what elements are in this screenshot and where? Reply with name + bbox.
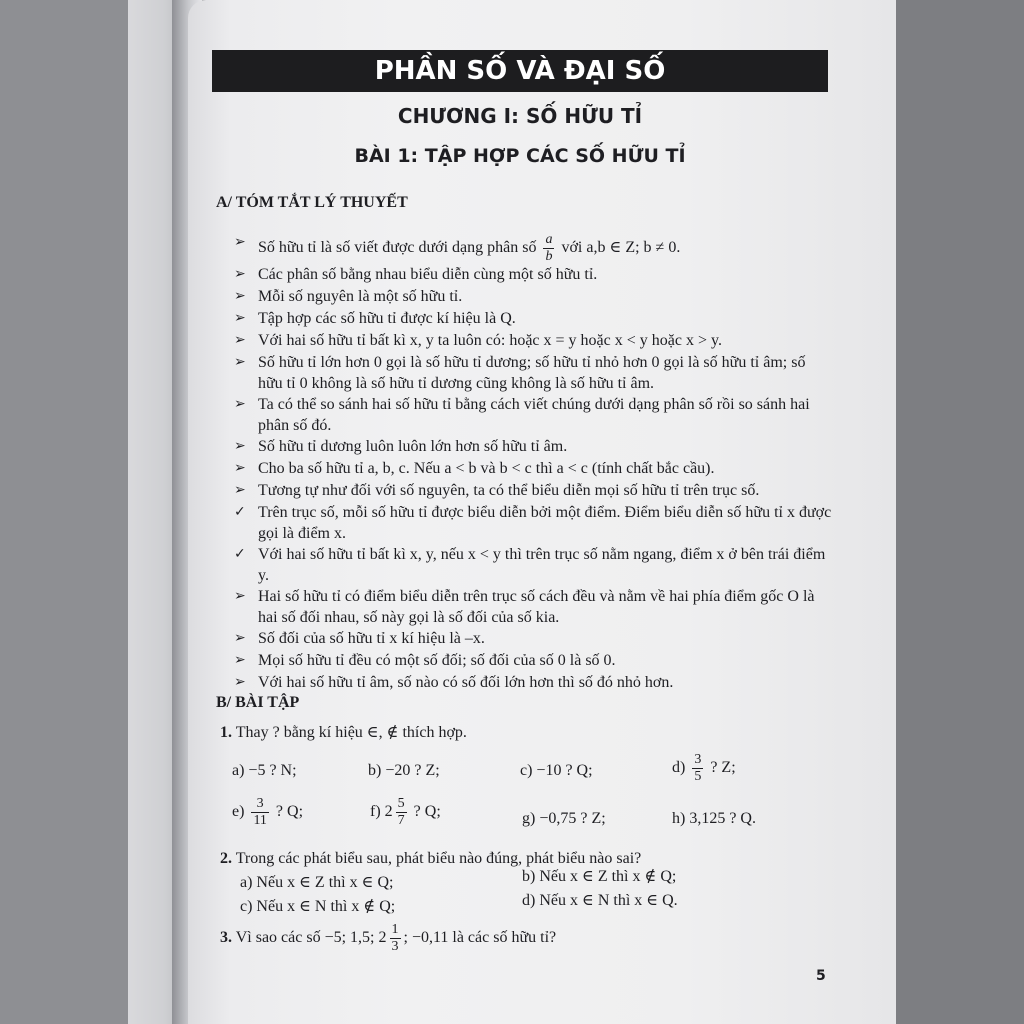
q2-option-d: d) Nếu x ∈ N thì x ∈ Q. [522,892,678,909]
theory-item-1 [234,232,834,265]
arrow-bullet-icon: ➢ [234,460,246,476]
fraction-a-over-b: $\frac{a}{b}$ [545,232,553,264]
theory-heading: A/ TÓM TẮT LÝ THUYẾT [216,194,408,211]
q1-option-h: h) 3,125 ? Q. [672,810,756,827]
arrow-bullet-icon: ➢ [234,396,246,412]
arrow-bullet-icon: ➢ [234,310,246,326]
arrow-bullet-icon: ➢ [234,438,246,454]
question-3 [220,922,556,955]
theory-item-2: ➢ Các phân số bằng nhau biểu diễn cùng một số hữu tỉ. [234,266,598,283]
question-number: 3. [220,929,232,947]
theory-item-10: ➢ Tương tự như đối với số nguyên, ta có thể biểu diễn mọi số hữu tỉ trên trục số. [234,482,760,499]
q2-option-a: a) Nếu x ∈ Z thì x ∈ Q; [240,874,394,891]
theory-item-14: ➢ Số đối của số hữu tỉ x kí hiệu là –x. [234,630,485,647]
q1-option-f: f) 2 $\frac{5}{7}$ ? Q; [370,796,441,828]
theory-item-7: ➢ Ta có thể so sánh hai số hữu tỉ bằng cách viết chúng dưới dạng phân số rồi so sánh hai phân số đó. [234,396,810,434]
q1-option-d: d) $\frac{3}{5}$ ? Z; [672,752,736,784]
q2-option-b: b) Nếu x ∈ Z thì x ∉ Q; [522,868,677,885]
exercises-heading: B/ BÀI TẬP [216,694,300,711]
theory-item-4: ➢ Tập hợp các số hữu tỉ được kí hiệu là Q. [234,310,516,327]
check-bullet-icon: ✓ [234,546,246,562]
theory-item-text-tail: với a,b ∈ Z; b ≠ 0. [557,239,681,257]
theory-item-3: ➢ Mỗi số nguyên là một số hữu tỉ. [234,288,463,305]
theory-item-12: ✓ Với hai số hữu tỉ bất kì x, y, nếu x < y thì trên trục số nằm ngang, điểm x ở bên trái điểm y. [234,546,826,584]
question-text: Thay ? bằng kí hiệu ∈, ∉ thích hợp. [235,724,467,741]
theory-item-11: ✓ Trên trục số, mỗi số hữu tỉ được biểu diễn bởi một điểm. Điểm biểu diễn số hữu tỉ x được gọi là điểm x. [234,504,832,542]
question-text: Trong các phát biểu sau, phát biểu nào đúng, phát biểu nào sai? [235,850,642,867]
q2-option-c: c) Nếu x ∈ N thì x ∉ Q; [240,898,396,915]
check-bullet-icon: ✓ [234,504,246,520]
arrow-bullet-icon: ➢ [234,266,246,282]
arrow-bullet-icon: ➢ [234,288,246,304]
theory-item-text: Số hữu tỉ là số viết được dưới dạng phân số [258,239,541,257]
q1-option-e: e) $\frac{3}{11}$ ? Q; [232,796,304,828]
background-right [896,0,1024,1024]
question-number: 2. [220,850,232,867]
q1-option-g: g) −0,75 ? Z; [522,810,606,827]
question-number: 1. [220,724,232,741]
fraction: $\frac{1}{3}$ [391,922,399,954]
q1-option-c: c) −10 ? Q; [520,762,593,779]
question-text-tail: ; −0,11 là các số hữu tỉ? [403,929,557,947]
arrow-bullet-icon: ➢ [234,482,246,498]
lesson-title: BÀI 1: TẬP HỢP CÁC SỐ HỮU TỈ [354,145,686,167]
section-banner: PHẦN SỐ VÀ ĐẠI SỐ [212,50,828,92]
question-1 [220,722,467,742]
arrow-bullet-icon: ➢ [234,630,246,646]
arrow-bullet-icon: ➢ [234,652,246,668]
arrow-bullet-icon: ➢ [234,234,246,250]
theory-item-13: ➢ Hai số hữu tỉ có điểm biểu diễn trên trục số cách đều và nằm về hai phía điểm gốc O là hai số đối nhau, số này gọi là số đối của số kia. [234,588,815,626]
arrow-bullet-icon: ➢ [234,332,246,348]
theory-item-8: ➢ Số hữu tỉ dương luôn luôn lớn hơn số hữu tỉ âm. [234,438,568,455]
theory-item-5: ➢ Với hai số hữu tỉ bất kì x, y ta luôn có: hoặc x = y hoặc x < y hoặc x > y. [234,332,722,349]
arrow-bullet-icon: ➢ [234,354,246,370]
question-text: Vì sao các số −5; 1,5; 2 [235,929,387,947]
arrow-bullet-icon: ➢ [234,674,246,690]
theory-item-9: ➢ Cho ba số hữu tỉ a, b, c. Nếu a < b và b < c thì a < c (tính chất bắc cầu). [234,460,715,477]
fraction: $\frac{5}{7}$ [397,796,405,828]
page-number: 5 [816,968,826,984]
arrow-bullet-icon: ➢ [234,588,246,604]
q1-option-b: b) −20 ? Z; [368,762,440,779]
chapter-title: CHƯƠNG I: SỐ HỮU TỈ [397,104,643,128]
theory-item-16: ➢ Với hai số hữu tỉ âm, số nào có số đối lớn hơn thì số đó nhỏ hơn. [234,674,674,691]
fraction: $\frac{3}{5}$ [694,752,702,784]
theory-item-15: ➢ Mọi số hữu tỉ đều có một số đối; số đối của số 0 là số 0. [234,652,616,669]
fraction: $\frac{3}{11}$ [253,796,267,828]
q1-option-a: a) −5 ? N; [232,762,297,779]
theory-item-6: ➢ Số hữu tỉ lớn hơn 0 gọi là số hữu tỉ dương; số hữu tỉ nhỏ hơn 0 gọi là số hữu tỉ âm; số hữu tỉ 0 không là số hữu tỉ dương cũng không là số hữu tỉ âm. [234,354,806,392]
